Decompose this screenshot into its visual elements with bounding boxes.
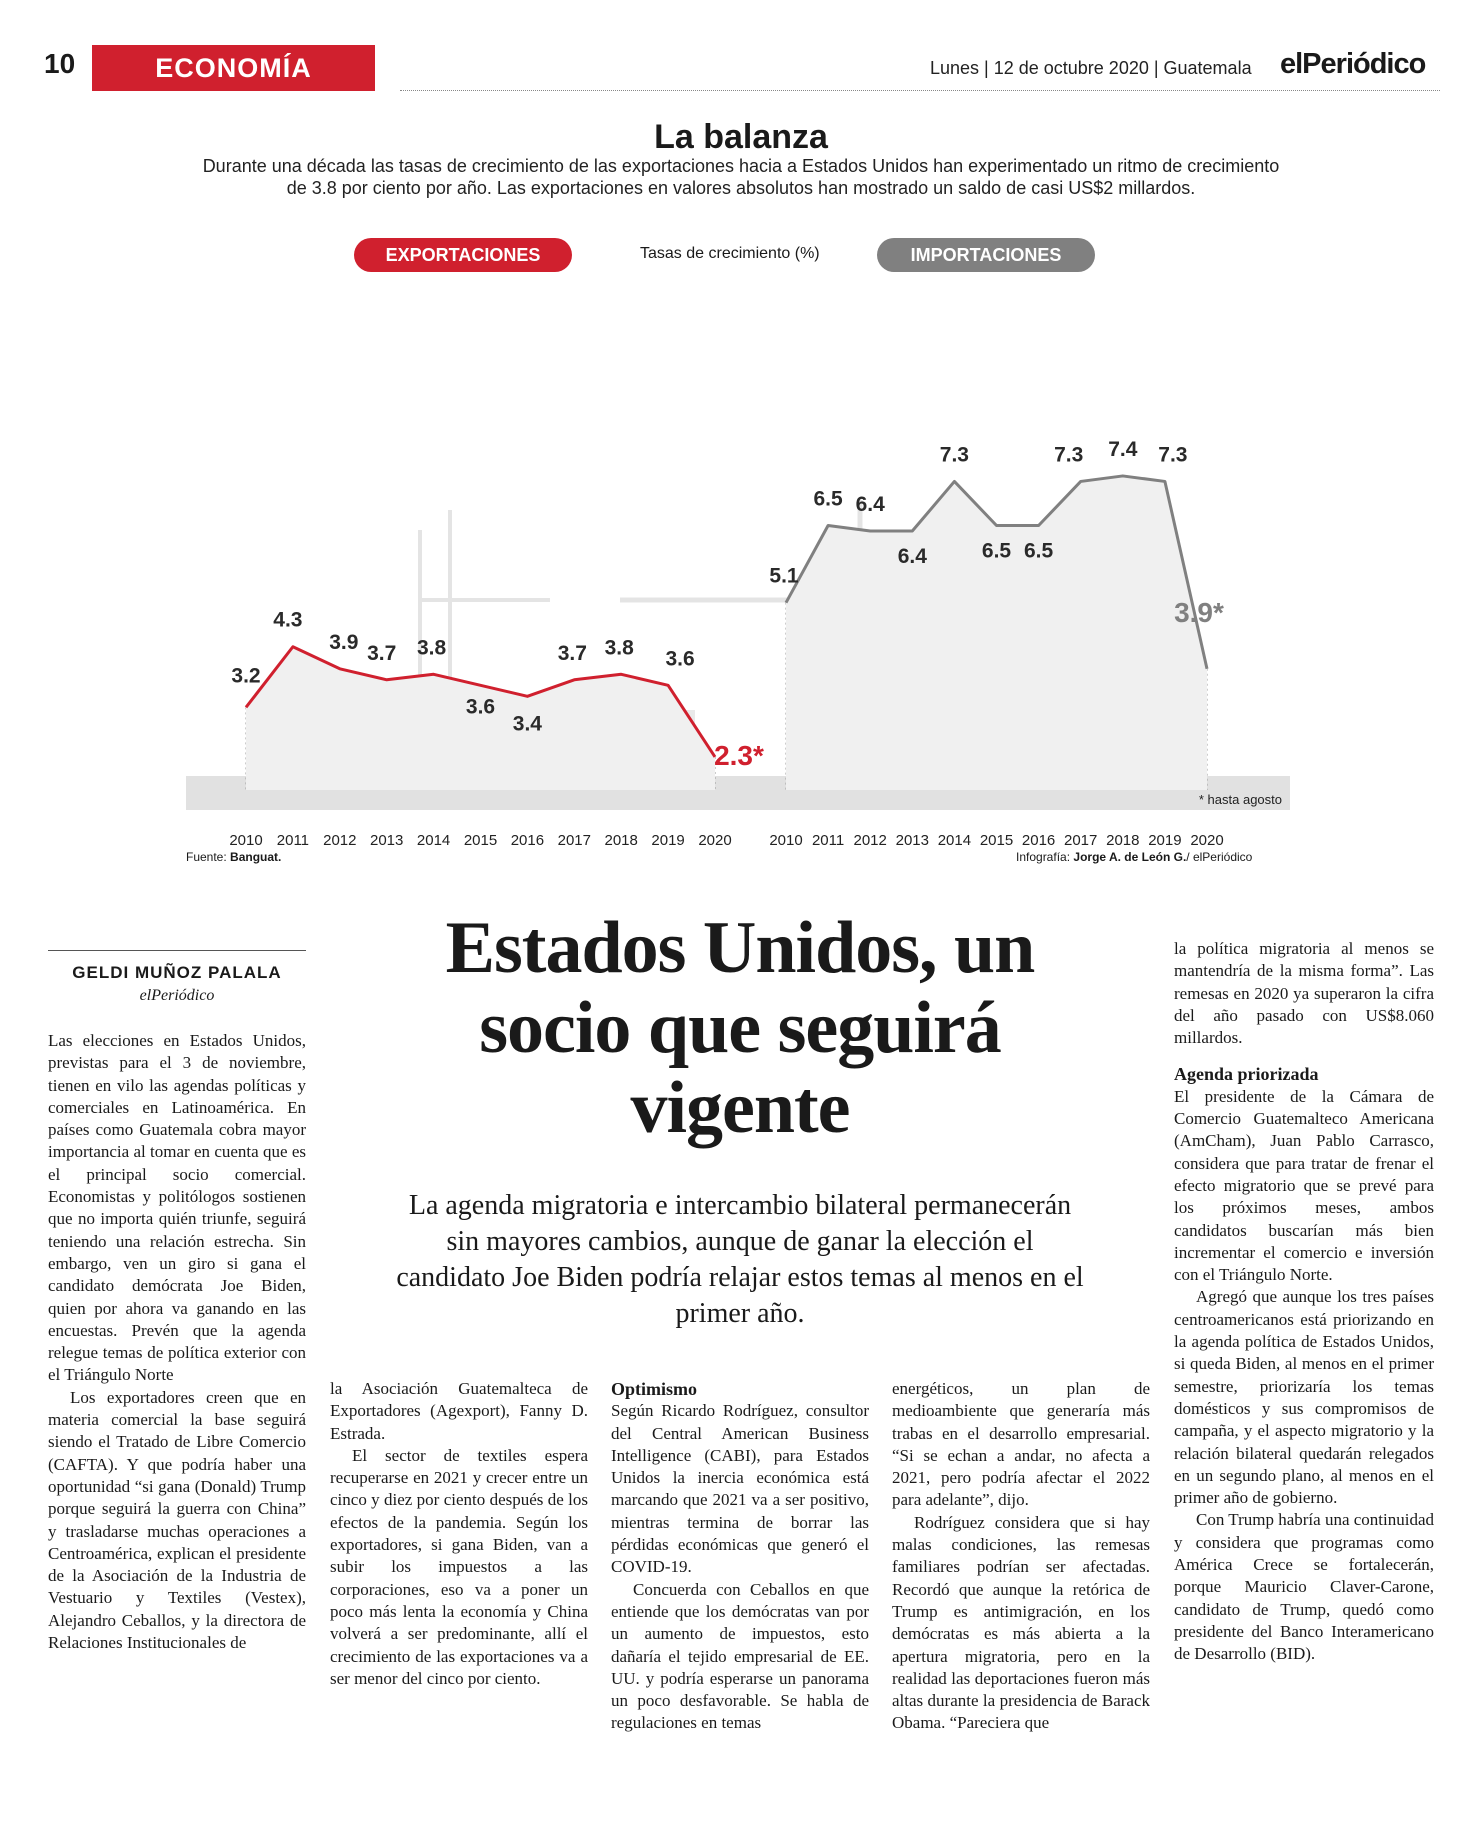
paragraph: Según Ricardo Rodríguez, consultor del Central American Business Intelligence (CABI), para Estados Unidos la inercia económica está marcando que 2021 va a ser positivo, mientras termina de borrar las pérdidas económicas que generó el COVID-19. — [611, 1401, 869, 1577]
footnote: * hasta agosto — [1198, 792, 1282, 807]
paragraph: la política migratoria al menos se mantendría de la misma forma”. Las remesas en 2020 ya superaron la cifra del año pasado con US$8.060 millardos. — [1174, 939, 1434, 1048]
infographic-title: La balanza — [654, 118, 828, 156]
paragraph: Agregó que aunque los tres países centroamericanos está priorizando en la agenda política de Estados Unidos, si queda Biden, al menos en el primer semestre, priorizaría los temas domésticos y sus compromisos de campaña, y el aspecto migratorio y la relación bilateral quedarán relegados en un segundo plano, al menos en el primer año de gobierno. — [1174, 1287, 1434, 1508]
paragraph: Las elecciones en Estados Unidos, previstas para el 3 de noviembre, tienen en vilo las agendas políticas y comerciales en Latinoamérica. En países como Guatemala cobra mayor importancia al tomar en cuenta que es el principal socio comercial. Economistas y politólogos sostienen que no importa quién triunfe, seguirá teniendo una relación estrecha. Sin embargo, ven un giro si gana el candidato demócrata Joe Biden, quien por ahora va ganando en las encuestas. Prevén que la agenda relegue temas de política exterior con el Triángulo Norte — [48, 1031, 306, 1385]
imports-data-label: 7.3 — [1158, 443, 1188, 467]
infographic-subtitle: Durante una década las tasas de crecimiento de las exportaciones hacia a Estados Unidos han experimentado un ritmo de crecimiento de 3.8 por ciento por año. Las exportaciones en valores absolutos han mostrado un saldo de casi US$2 millardos. — [202, 156, 1280, 198]
exports-tick-label: 2020 — [698, 832, 732, 849]
source-name: Banguat. — [230, 850, 282, 864]
exports-tick-label: 2018 — [604, 832, 638, 849]
paragraph: El presidente de la Cámara de Comercio Guatemalteco Americana (AmCham), Juan Pablo Carrasco, considera que para tratar de frenar el efecto migratorio que se prevé para los próximos meses, ambos candidatos buscarían más bien incrementar el comercio e inversión con el Triángulo Norte. — [1174, 1086, 1434, 1285]
imports-tick-label: 2019 — [1148, 832, 1182, 849]
headline: Estados Unidos, un socio que seguirá vigente — [445, 907, 1035, 1149]
exports-tick-label: 2015 — [463, 832, 498, 849]
exports-tick-label: 2012 — [323, 832, 357, 849]
imports-data-label: 6.5 — [981, 539, 1012, 563]
article-column-3 — [611, 1378, 869, 1735]
paragraph: energéticos, un plan de medioambiente que generaría más trabas en el desarrollo empresarial. “Si se echan a andar, no afecta a 2021, pero podría afectar el 2022 para adelante”, dijo. — [892, 1379, 1150, 1510]
paragraph: El sector de textiles espera recuperarse en 2021 y crecer entre un cinco y diez por ciento después de los efectos de la pandemia. Según los exportadores, si gana Biden, van a subir los impuestos a las corporaciones, eso va a poner un poco más lenta la economía y China volverá a ser predominante, allí el crecimiento de las exportaciones va a ser menor del cinco por ciento. — [330, 1445, 588, 1688]
brand-logo: elPeriódico — [1280, 48, 1426, 80]
exports-data-label: 3.2 — [231, 664, 261, 688]
article-column-1 — [48, 1030, 306, 1654]
subhead-optimismo: Optimismo — [611, 1379, 698, 1399]
rate-label: Tasas de crecimiento (%) — [640, 245, 820, 262]
page-number: 10 — [44, 48, 76, 79]
exports-tick-label: 2019 — [651, 832, 685, 849]
paragraph: Con Trump habría una continuidad y considera que programas como América Crece se fortalecerán, porque Mauricio Claver-Carone, candidato de Trump, quedó como presidente del Banco Interamericano de Desarrollo (BID). — [1174, 1510, 1434, 1664]
subhead-agenda: Agenda priorizada — [1174, 1064, 1319, 1085]
author-org: elPeriódico — [139, 987, 215, 1004]
source-prefix: Fuente: — [186, 850, 227, 864]
credit-author: Jorge A. de León G. — [1073, 850, 1187, 864]
credit-prefix: Infografía: — [1016, 850, 1071, 864]
imports-data-label: 6.5 — [813, 487, 843, 511]
author-name: GELDI MUÑOZ PALALA — [72, 963, 282, 982]
exports-data-label: 2.3* — [714, 739, 764, 771]
paragraph: Concuerda con Ceballos en que entiende que los demócratas van por un aumento de impuestos, esto dañaría el tejido empresarial de EE. UU. y podría esperarse un panorama un poco desfavorable. Se habla de regulaciones en temas — [611, 1579, 869, 1733]
paragraph: la Asociación Guatemalteca de Exportadores (Agexport), Fanny D. Estrada. — [330, 1379, 588, 1443]
exports-tick-label: 2011 — [276, 832, 310, 849]
imports-data-label: 7.3 — [939, 443, 970, 467]
exports-data-label: 3.9 — [329, 630, 359, 654]
exports-tick-label: 2013 — [370, 832, 404, 849]
imports-data-label: 6.4 — [855, 493, 885, 517]
growth-chart — [0, 280, 1482, 850]
exports-data-label: 3.8 — [604, 636, 634, 660]
dateline: Lunes | 12 de octubre 2020 | Guatemala — [930, 58, 1252, 78]
imports-tick-label: 2012 — [853, 832, 887, 849]
article-column-5 — [1174, 938, 1434, 1666]
exports-data-label: 3.7 — [367, 641, 397, 665]
credit-suffix: / elPeriódico — [1186, 850, 1253, 864]
exports-tick-label: 2017 — [557, 832, 591, 849]
exports-area — [246, 647, 715, 790]
imports-tick-label: 2014 — [937, 832, 972, 849]
deck: La agenda migratoria e intercambio bilateral permanecerán sin mayores cambios, aunque de ganar la elección el candidato Joe Biden podría relajar estos temas al menos en el primer año. — [396, 1190, 1084, 1329]
exports-legend: EXPORTACIONES — [354, 238, 572, 272]
paragraph: Rodríguez considera que si hay malas condiciones, las remesas familiares podrían ser afectadas. Recordó que aunque la retórica de Trump es antimigración, en los demócratas es más abierta a la apertura migratoria, pero en la realidad las deportaciones fueron más altas durante la presidencia de Barack Obama. “Pareciera que — [892, 1512, 1150, 1733]
exports-data-label: 4.3 — [273, 608, 303, 632]
imports-tick-label: 2010 — [769, 832, 803, 849]
source-note — [186, 850, 281, 864]
imports-tick-label: 2018 — [1106, 832, 1140, 849]
author-rule — [48, 950, 306, 951]
section-label: ECONOMÍA — [92, 45, 375, 91]
exports-data-label: 3.8 — [416, 636, 447, 660]
imports-data-label: 6.4 — [897, 545, 927, 569]
imports-area — [786, 476, 1207, 790]
paragraph: Los exportadores creen que en materia comercial la base seguirá siendo el Tratado de Libre Comercio (CAFTA). Y que podría haber una oportunidad “si gana (Donald) Trump porque seguirá la guerra con China” y trasladarse muchas operaciones a Centroamérica, explican el presidente de la Asociación de la Industria de Vestuario y Textiles (Vestex), Alejandro Ceballos, y la directora de Relaciones Institucionales de — [48, 1387, 306, 1653]
article-column-2 — [330, 1378, 588, 1690]
imports-data-label: 7.3 — [1054, 443, 1084, 467]
exports-tick-label: 2014 — [416, 832, 451, 849]
exports-data-label: 3.4 — [512, 712, 543, 736]
header-divider — [400, 90, 1440, 91]
imports-tick-label: 2020 — [1190, 832, 1224, 849]
exports-data-label: 3.6 — [465, 695, 496, 719]
imports-tick-label: 2011 — [811, 832, 845, 849]
imports-legend: IMPORTACIONES — [877, 238, 1095, 272]
article-column-4 — [892, 1378, 1150, 1735]
imports-tick-label: 2015 — [979, 832, 1014, 849]
imports-tick-label: 2013 — [895, 832, 929, 849]
exports-data-label: 3.6 — [665, 647, 695, 671]
exports-tick-label: 2010 — [229, 832, 263, 849]
imports-data-label: 6.5 — [1023, 539, 1054, 563]
exports-data-label: 3.7 — [557, 641, 587, 665]
credit-note — [1016, 850, 1252, 864]
imports-data-label: 7.4 — [1108, 437, 1138, 461]
imports-data-label: 5.1 — [769, 564, 799, 588]
imports-tick-label: 2017 — [1064, 832, 1098, 849]
imports-data-label: 3.9* — [1174, 597, 1224, 628]
imports-tick-label: 2016 — [1021, 832, 1056, 849]
exports-tick-label: 2016 — [510, 832, 545, 849]
